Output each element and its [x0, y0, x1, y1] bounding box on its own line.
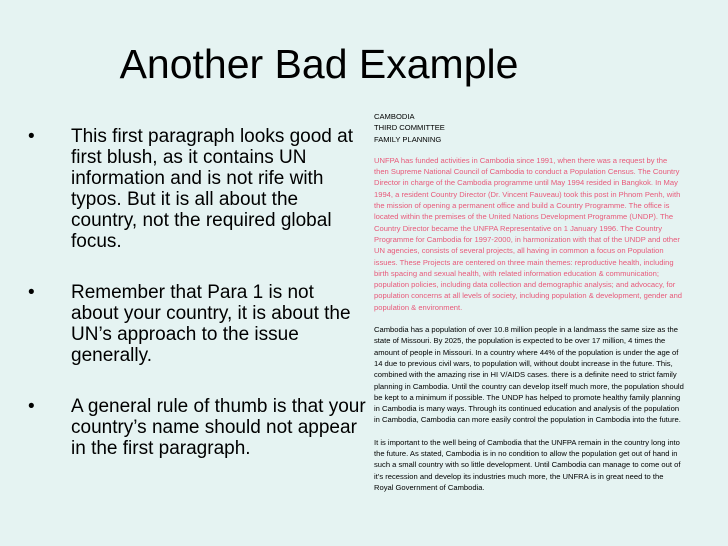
bullet-text: Remember that Para 1 is not about your country, it is about the UN’s approach to the issue generally. — [71, 282, 351, 366]
doc-country: CAMBODIA — [374, 112, 415, 121]
bullet-item — [26, 282, 366, 366]
doc-paragraph-3: It is important to the well being of Cambodia that the UNFPA remain in the country long into the future. As stated, Cambodia is in no condition to allow the population get out of hand in such a small country with so little development. Until Cambodia can manage to come out of it’s recession and develop its industries much more, the UNFRA is in great need to the Royal Government of Cambodia. — [374, 437, 681, 492]
doc-committee: THIRD COMMITTEE — [374, 123, 445, 133]
doc-topic: FAMILY PLANNING — [374, 134, 442, 144]
doc-paragraph-2: Cambodia has a population of over 10.8 million people in a landmass the same size as the state of Missouri. By 2025, the population is expected to be over 17 million, 4 times the amount of people in Missouri. In a country where 44% of the population is under the age of 14 due to previous civil wars, to population will, without doubt increase in the future. This, combined with the amazing rise in HI V/AIDS cases. there is a definite need to strict family planning in Cambodia. Until the country can develop itself much more, the population should be kept to a minimum if possible. The UNDP has helped to promote healthy family planning in Cambodia is many ways. Through its continued education and analysis of the population in Cambodia, Cambodia can more easily control the population in Cambodia into the future. — [374, 325, 684, 425]
bullet-item — [26, 126, 366, 252]
bullet-dot-icon: • — [28, 396, 35, 417]
bullet-item — [26, 396, 366, 459]
bullet-dot-icon: • — [28, 126, 35, 147]
bullet-text: A general rule of thumb is that your country’s name should not appear in the first paragraph. — [71, 396, 366, 459]
example-document — [374, 111, 684, 493]
slide-title: Another Bad Example — [119, 41, 519, 87]
doc-paragraph-1: UNFPA has funded activities in Cambodia since 1991, when there was a request by the then Supreme National Council of Cambodia to conduct a Population Census. The Country Director in charge of the Cambodia programme until May 1994 resided in Bangkok. In May 1994, a resident Country Director (Dr. Vincent Fauveau) took this post in Phnom Penh, with the mission of opening a permanent office and build a Country Programme. The office is located within the premises of the United Nations Development Programme (UNDP). The Country Director became the UNFPA Representative on 1 January 1996. The Country Programme for Cambodia for 1997-2000, in harmonization with that of the UNDP and other UN agencies, consists of several projects, all having in common a focus on Population issues. These Projects are centered on three main themes: reproductive health, including birth spacing and sexual health, with related information education & communication; population policies, including data collection and demographic analysis; and advocacy, for population concerns at all levels of society, including population & development, gender and population & environment. — [374, 155, 683, 312]
bullet-dot-icon: • — [28, 282, 35, 303]
bullet-list — [26, 126, 366, 489]
bullet-text: This first paragraph looks good at first blush, as it contains UN information and is not rife with typos. But it is all about the country, not the required global focus. — [71, 126, 353, 252]
